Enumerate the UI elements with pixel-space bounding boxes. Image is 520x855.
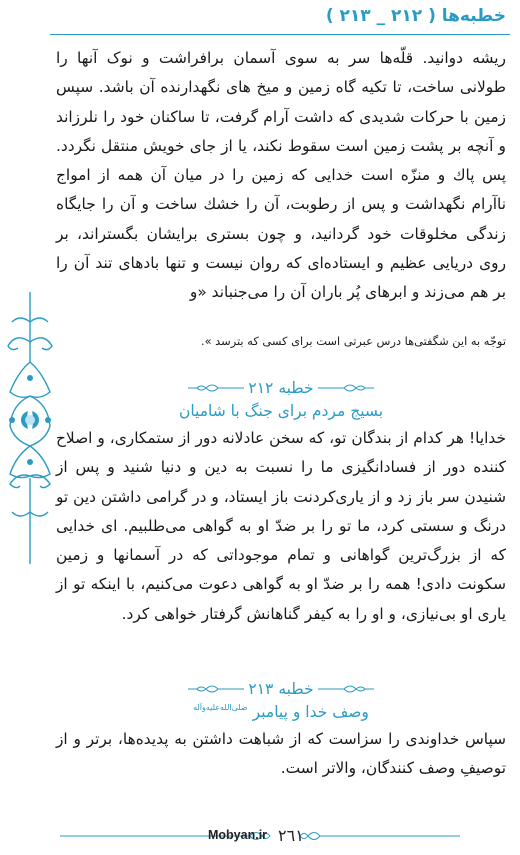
footnote-line: توجّه به این شگفتی‌ها درس عبرتی است برای کسی که بترسد ». (200, 334, 506, 348)
flourish-left-icon (188, 682, 244, 696)
section-212-subtitle: بسیج مردم برای جنگ با شامیان (178, 402, 384, 420)
page-header-title: خطبه‌ها ( ٢١٢ _ ٢١٣ ) (325, 6, 506, 26)
flourish-right-icon (318, 682, 374, 696)
vertical-floral-ornament-icon (4, 292, 56, 564)
section-213-subtitle (56, 703, 506, 721)
section-212-heading (56, 377, 506, 420)
header-rule (50, 34, 510, 35)
flourish-right-icon (318, 381, 374, 395)
flourish-left-icon (188, 381, 244, 395)
honorific-glyph: صلی‌الله‌علیه‌وآله (193, 703, 248, 712)
paragraph-continued: ریشه دوانید. قلّه‌ها سر به سوی آسمان برافراشت و نوک آنها را طولانی ساخت، تا تکیه گاه زمین و میخ های نگهدارنده آن باشد. سپس زمین با حرکات شدیدی که داشت آرام گرفت، تا ساکنان خود را نلرزاند و آنچه بر پشت زمین است سقوط نکند، یا از جای خویش منتقل نگردد. پس پاك و منزّه است خدایی که زمین را در میان آن همه از امواج ناآرام نگهداشت و پس از رطوبت، آن را خشك ساخت و آن را جایگاه زندگی مخلوقات خود گردانید، و چون بستری برایشان بگستراند، بر روی دریایی عظیم و ایستاده‌ای که روان نیست و تنها بادهای تند آن را بر هم می‌زند و ابرهای پُر باران آن را می‌جنباند «و (56, 49, 506, 302)
footer-site-label: Mobyan.ir (208, 828, 268, 842)
paragraph-213: سپاس خداوندی را سزاست که از شباهت داشتن به پدیده‌ها، برتر و از توصیفِ وصف کنندگان، والاتر است. (56, 730, 506, 778)
section-212-title: خطبه ٢١٢ (248, 379, 314, 397)
section-213-title: خطبه ٢١٣ (248, 680, 314, 698)
page-number: ٢٦١ (278, 826, 304, 845)
section-213-subtitle-text: وصف خدا و پیامبر (252, 703, 369, 721)
section-213-heading (56, 678, 506, 721)
paragraph-212: خدایا! هر کدام از بندگان تو، که سخن عادلانه دور از ستمکاری، و اصلاح کننده دور از فسادانگیزی ما را نسبت به دین و دنیا شنید و پس از شنیدن سر باز زد و از یاری‌کردنت باز ایستاد، و در گرامی داشتن دین تو درنگ و سستی کرد، ما تو را بر ضدّ او به گواهی می‌طلبیم. ای خدایی که از بزرگ‌ترین گواهانی و تمام موجوداتی که در آسمانها و زمین سکونت دادی! همه را بر ضدّ او به گواهی دعوت می‌کنیم، با اینکه تو از یاری او بی‌نیازی، و او را به کیفر گناهانش گرفتار خواهی کرد. (55, 429, 506, 623)
